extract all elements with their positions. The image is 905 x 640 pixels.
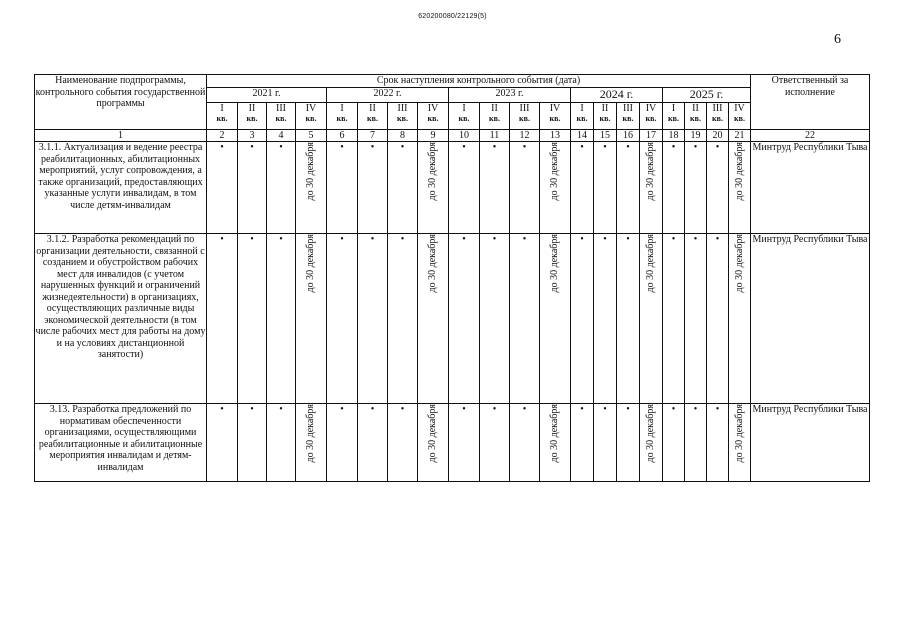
quarter-abbr: кв.: [549, 114, 561, 124]
empty-quarter-marker: •: [238, 404, 267, 482]
deadline-cell: [540, 404, 571, 482]
year-header: 2023 г.: [449, 88, 571, 103]
quarter-abbr: кв.: [216, 114, 228, 124]
column-number: 13: [540, 129, 571, 142]
empty-quarter-marker: •: [571, 404, 594, 482]
deadline-cell: [418, 404, 449, 482]
quarter-header: [707, 102, 729, 129]
quarter-numeral: IV: [427, 102, 439, 114]
quarter-numeral: I: [220, 102, 224, 114]
quarter-header: [358, 102, 388, 129]
quarter-abbr: кв.: [576, 114, 588, 124]
deadline-cell: [418, 142, 449, 234]
quarter-header: [663, 102, 685, 129]
empty-quarter-marker: •: [480, 404, 510, 482]
deadline-text: до 30 декабря: [427, 142, 439, 201]
quarter-header: [510, 102, 540, 129]
column-number: 14: [571, 129, 594, 142]
empty-quarter-marker: •: [510, 404, 540, 482]
deadline-cell: [729, 404, 751, 482]
quarter-header: [594, 102, 617, 129]
deadline-text: до 30 декабря: [549, 142, 561, 201]
deadline-cell: [540, 234, 571, 404]
empty-quarter-marker: •: [707, 142, 729, 234]
deadline-text: до 30 декабря: [427, 234, 439, 293]
empty-quarter-marker: •: [663, 404, 685, 482]
deadline-cell: [296, 142, 327, 234]
deadline-cell: [640, 234, 663, 404]
empty-quarter-marker: •: [617, 234, 640, 404]
column-number: 9: [418, 129, 449, 142]
deadline-text: до 30 декабря: [733, 234, 745, 293]
deadline-text: до 30 декабря: [305, 404, 317, 463]
quarter-numeral: II: [369, 102, 376, 114]
quarter-numeral: I: [580, 102, 584, 114]
empty-quarter-marker: •: [571, 142, 594, 234]
empty-quarter-marker: •: [388, 234, 418, 404]
empty-quarter-marker: •: [510, 142, 540, 234]
empty-quarter-marker: •: [238, 142, 267, 234]
quarter-numeral: III: [276, 102, 286, 114]
quarter-abbr: кв.: [427, 114, 439, 124]
quarter-numeral: IV: [645, 102, 657, 114]
quarter-abbr: кв.: [246, 114, 258, 124]
quarter-header: [238, 102, 267, 129]
quarter-abbr: кв.: [367, 114, 378, 124]
quarter-abbr: кв.: [599, 114, 611, 124]
column-number: 11: [480, 129, 510, 142]
empty-quarter-marker: •: [267, 404, 296, 482]
deadline-text: до 30 декабря: [733, 404, 745, 463]
quarter-abbr: кв.: [734, 114, 745, 124]
quarter-abbr: кв.: [622, 114, 634, 124]
empty-quarter-marker: •: [267, 234, 296, 404]
column-number: 18: [663, 129, 685, 142]
quarter-abbr: кв.: [645, 114, 657, 124]
empty-quarter-marker: •: [327, 142, 358, 234]
empty-quarter-marker: •: [449, 142, 480, 234]
quarter-header: [540, 102, 571, 129]
page-number: 6: [834, 32, 841, 47]
quarter-abbr: кв.: [458, 114, 470, 124]
deadline-text: до 30 декабря: [305, 142, 317, 201]
event-name: 3.1.2. Разработка рекомендаций по организации деятельности, связанной с созданием и обустройством рабочих мест для инвалидов (с учетом нарушенных функций и ограничений жизнедеятельности) в организациях, осуществляющих различные виды экономической деятельности (в том числе рабочих мест для работы на дому и на условиях дистанционной занятости): [35, 234, 207, 404]
empty-quarter-marker: •: [327, 404, 358, 482]
empty-quarter-marker: •: [685, 142, 707, 234]
column-number: 15: [594, 129, 617, 142]
quarter-abbr: кв.: [397, 114, 408, 124]
quarter-header: [480, 102, 510, 129]
year-header: 2025 г.: [663, 88, 751, 103]
column-number: 2: [207, 129, 238, 142]
column-number: 6: [327, 129, 358, 142]
empty-quarter-marker: •: [707, 234, 729, 404]
empty-quarter-marker: •: [685, 404, 707, 482]
quarter-abbr: кв.: [336, 114, 348, 124]
quarter-numeral: II: [692, 102, 699, 114]
quarter-header: [571, 102, 594, 129]
quarter-numeral: IV: [549, 102, 561, 114]
quarter-numeral: II: [248, 102, 256, 114]
quarter-header: [640, 102, 663, 129]
year-header: 2024 г.: [571, 88, 663, 103]
deadline-cell: [640, 142, 663, 234]
quarter-header: [207, 102, 238, 129]
document-id: 620200080/22129(5): [418, 13, 487, 20]
deadline-cell: [729, 142, 751, 234]
deadline-cell: [729, 234, 751, 404]
empty-quarter-marker: •: [480, 142, 510, 234]
empty-quarter-marker: •: [685, 234, 707, 404]
empty-quarter-marker: •: [388, 142, 418, 234]
empty-quarter-marker: •: [617, 142, 640, 234]
responsible-executor: Минтруд Республики Тыва: [751, 142, 870, 234]
table-row: [35, 404, 870, 482]
header-responsible-column: Ответственный за исполнение: [751, 75, 870, 130]
empty-quarter-marker: •: [594, 404, 617, 482]
deadline-text: до 30 декабря: [645, 234, 657, 293]
empty-quarter-marker: •: [617, 404, 640, 482]
deadline-text: до 30 декабря: [549, 234, 561, 293]
column-number: 12: [510, 129, 540, 142]
quarter-numeral: III: [397, 102, 408, 114]
column-number: 21: [729, 129, 751, 142]
deadline-cell: [418, 234, 449, 404]
empty-quarter-marker: •: [594, 142, 617, 234]
column-number: 8: [388, 129, 418, 142]
quarter-numeral: II: [491, 102, 498, 114]
quarter-abbr: кв.: [305, 114, 317, 124]
deadline-text: до 30 декабря: [427, 404, 439, 463]
deadline-cell: [640, 404, 663, 482]
quarter-header: [418, 102, 449, 129]
column-number: 16: [617, 129, 640, 142]
quarter-abbr: кв.: [690, 114, 701, 124]
header-date-column: Срок наступления контрольного события (дата): [207, 75, 751, 88]
quarter-header: [327, 102, 358, 129]
quarter-header: [267, 102, 296, 129]
empty-quarter-marker: •: [358, 142, 388, 234]
column-number: 7: [358, 129, 388, 142]
quarter-numeral: III: [712, 102, 723, 114]
empty-quarter-marker: •: [707, 404, 729, 482]
quarter-header: [449, 102, 480, 129]
empty-quarter-marker: •: [594, 234, 617, 404]
table-row: [35, 142, 870, 234]
empty-quarter-marker: •: [207, 404, 238, 482]
deadline-text: до 30 декабря: [733, 142, 745, 201]
deadline-cell: [296, 404, 327, 482]
empty-quarter-marker: •: [267, 142, 296, 234]
responsible-executor: Минтруд Республики Тыва: [751, 234, 870, 404]
quarter-header: [388, 102, 418, 129]
empty-quarter-marker: •: [207, 142, 238, 234]
quarter-header: [685, 102, 707, 129]
column-number: 3: [238, 129, 267, 142]
event-name: 3.13. Разработка предложений по нормативам обеспеченности организациями, осуществляющими реабилитационные и абилитационные мероприятия инвалидам и детям-инвалидам: [35, 404, 207, 482]
quarter-numeral: III: [519, 102, 530, 114]
quarter-abbr: кв.: [712, 114, 723, 124]
empty-quarter-marker: •: [207, 234, 238, 404]
empty-quarter-marker: •: [571, 234, 594, 404]
empty-quarter-marker: •: [327, 234, 358, 404]
quarter-numeral: III: [623, 102, 633, 114]
event-name: 3.1.1. Актуализация и ведение реестра реабилитационных, абилитационных мероприятий, услуг сопровождения, а также организаций, предоставляющих указанные услуги инвалидам, в том числе детям-инвалидам: [35, 142, 207, 234]
empty-quarter-marker: •: [388, 404, 418, 482]
quarter-numeral: IV: [305, 102, 317, 114]
table-row: [35, 234, 870, 404]
empty-quarter-marker: •: [238, 234, 267, 404]
deadline-text: до 30 декабря: [305, 234, 317, 293]
deadline-text: до 30 декабря: [645, 142, 657, 201]
empty-quarter-marker: •: [358, 234, 388, 404]
deadline-text: до 30 декабря: [645, 404, 657, 463]
column-number: 17: [640, 129, 663, 142]
quarter-abbr: кв.: [668, 114, 679, 124]
deadline-cell: [296, 234, 327, 404]
column-number: 10: [449, 129, 480, 142]
quarter-numeral: I: [340, 102, 344, 114]
deadline-cell: [540, 142, 571, 234]
empty-quarter-marker: •: [480, 234, 510, 404]
column-number: 4: [267, 129, 296, 142]
deadline-text: до 30 декабря: [549, 404, 561, 463]
column-number: 20: [707, 129, 729, 142]
empty-quarter-marker: •: [449, 404, 480, 482]
quarter-abbr: кв.: [275, 114, 287, 124]
header-name-column: Наименование подпрограммы, контрольного события государственной программы: [35, 75, 207, 130]
quarter-abbr: кв.: [519, 114, 530, 124]
control-events-table: [34, 74, 870, 482]
year-header: 2022 г.: [327, 88, 449, 103]
column-number: 22: [751, 129, 870, 142]
column-number: 19: [685, 129, 707, 142]
empty-quarter-marker: •: [358, 404, 388, 482]
empty-quarter-marker: •: [449, 234, 480, 404]
year-header: 2021 г.: [207, 88, 327, 103]
empty-quarter-marker: •: [663, 234, 685, 404]
quarter-header: [296, 102, 327, 129]
responsible-executor: Минтруд Республики Тыва: [751, 404, 870, 482]
quarter-header: [729, 102, 751, 129]
quarter-numeral: I: [462, 102, 466, 114]
quarter-numeral: II: [601, 102, 609, 114]
column-number: 5: [296, 129, 327, 142]
quarter-abbr: кв.: [489, 114, 500, 124]
quarter-header: [617, 102, 640, 129]
empty-quarter-marker: •: [510, 234, 540, 404]
column-number: 1: [35, 129, 207, 142]
quarter-numeral: I: [671, 102, 676, 114]
empty-quarter-marker: •: [663, 142, 685, 234]
quarter-numeral: IV: [734, 102, 745, 114]
